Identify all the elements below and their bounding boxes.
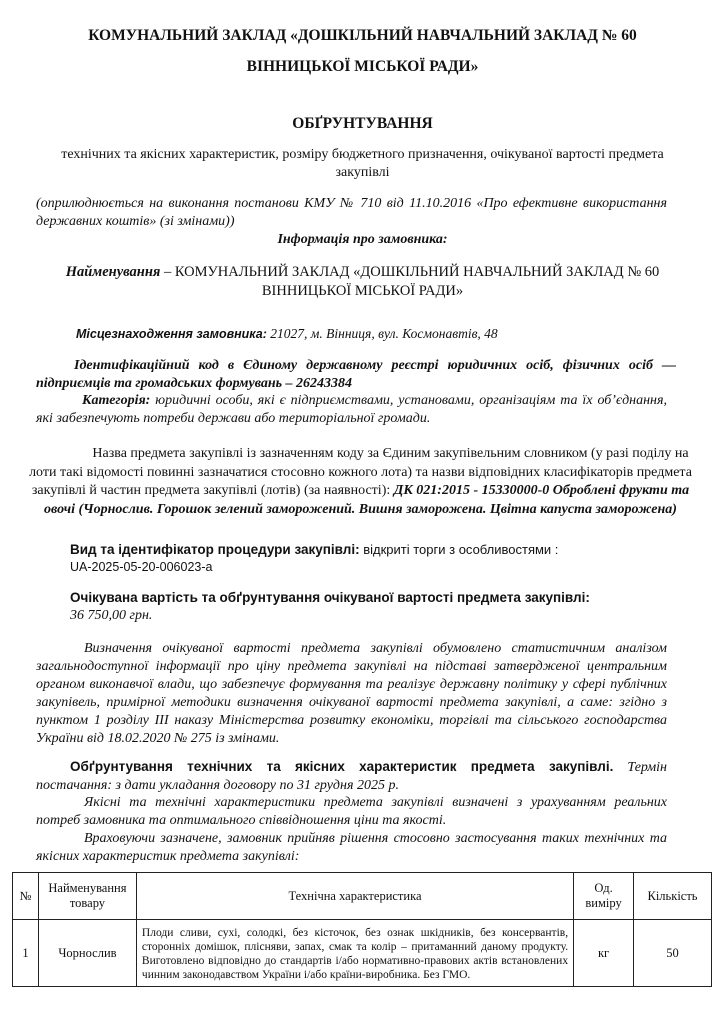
customer-location-value: 21027, м. Вінниця, вул. Космонавтів, 48: [266, 326, 498, 341]
expected-value-heading: Очікувана вартість та обґрунтування очікуваної вартості предмета закупівлі:: [70, 590, 590, 605]
expected-value-justification: Визначення очікуваної вартості предмета закупівлі обумовлено статистичним аналізом загальнодоступної інформації про ціну предмета закупівлі на підставі затвердженої центральним органом виконавчої влади, що забезпечує формування та реалізує державну політику у сфері публічних закупівель, примірної методики визначення очікуваної вартості предмета закупівлі, а саме: згідно з пунктом 1 розділу ІІІ наказу Міністерства розвитку економіки, торгівлі та сільського господарства України від 18.02.2020 № 275 із змінами.: [36, 641, 667, 746]
customer-location-label: Місцезнаходження замовника:: [76, 327, 267, 341]
customer-category-label: Категорія:: [82, 393, 151, 408]
table-row: [13, 920, 712, 987]
cell-spec: Плоди сливи, сухі, солодкі, без кісточок, без ознак шкідників, без консервантів, сторонніх домішок, плісняви, запах, смак та колір – притаманний даному продукту. Виготовлено відповідно до стандартів і/або нормативно-правових актів встановлених чинним законодавством України і/або країни-виробника. Без ГМО.: [136, 920, 573, 987]
cell-number: 1: [13, 920, 39, 987]
tech-justification: [36, 758, 667, 795]
org-name-line1: КОМУНАЛЬНИЙ ЗАКЛАД «ДОШКІЛЬНИЙ НАВЧАЛЬНИЙ ЗАКЛАД № 60: [88, 27, 637, 44]
tech-heading: Обґрунтування технічних та якісних характеристик предмета закупівлі.: [70, 759, 614, 774]
procurement-subject: [28, 445, 693, 519]
procedure-value: відкриті торги з особливостями :: [359, 542, 559, 557]
customer-category: [36, 392, 667, 428]
cell-unit: кг: [574, 920, 634, 987]
tech-para-2: Враховуючи зазначене, замовник прийняв рішення стосовно застосування таких технічних та якісних характеристик предмета закупівлі:: [36, 831, 667, 864]
customer-category-value: юридичні особи, які є підприємствами, установами, організаціям та їх об’єднання, які забезпечують потреби держави або територіальної громади.: [36, 393, 667, 426]
tech-para-1: Якісні та технічні характеристики предмета закупівлі визначені з урахуванням реальних потреб замовника та оптимального співвідношення ціни та якості.: [36, 795, 667, 828]
publication-note: (оприлюднюється на виконання постанови КМУ № 710 від 11.10.2016 «Про ефективне використання державних коштів» (зі змінами)): [36, 196, 667, 229]
document-subtitle: технічних та якісних характеристик, розміру бюджетного призначення, очікуваної вартості предмета закупівлі: [61, 147, 664, 180]
col-header-number: №: [13, 873, 39, 920]
customer-name-value: – КОМУНАЛЬНИЙ ЗАКЛАД «ДОШКІЛЬНИЙ НАВЧАЛЬНИЙ ЗАКЛАД № 60 ВІННИЦЬКОЇ МІСЬКОЇ РАДИ»: [160, 264, 660, 299]
customer-edrpou: Ідентифікаційний код в Єдиному державному реєстрі юридичних осіб, фізичних осіб — підприємців та громадських формувань – 26243384: [36, 358, 676, 391]
col-header-qty: Кількість: [634, 873, 712, 920]
procedure-id: UA-2025-05-20-006023-a: [70, 560, 213, 574]
spec-table: [12, 872, 712, 987]
expected-value-amount: 36 750,00 грн.: [70, 608, 153, 623]
procurement-subject-value: ДК 021:2015 - 15330000-0 Оброблені фрукти та овочі (Чорнослив. Горошок зелений заморожений. Вишня заморожена. Цвітна капуста заморожена): [44, 483, 690, 517]
tech-term: Термін постачання: з дати укладання договору по 31 грудня 2025 р.: [36, 760, 667, 793]
customer-name-label: Найменування: [65, 264, 161, 280]
cell-name: Чорнослив: [38, 920, 136, 987]
customer-info-heading: Інформація про замовника:: [277, 232, 448, 247]
procedure: [70, 542, 670, 559]
customer-location: [76, 326, 676, 342]
procedure-label: Вид та ідентифікатор процедури закупівлі:: [70, 542, 360, 557]
customer-name: [40, 263, 685, 301]
procurement-subject-text: Назва предмета закупівлі із зазначенням коду за Єдиним закупівельним словником (у разі поділу на лоти такі відомості повинні зазначатися стосовно кожного лота) та назви відповідних класифікаторів предмета закупівлі й частин предмета закупівлі (лотів) (за наявності):: [29, 446, 692, 498]
table-header-row: [13, 873, 712, 920]
document-title: ОБҐРУНТУВАННЯ: [292, 115, 433, 132]
col-header-spec: Технічна характеристика: [136, 873, 573, 920]
cell-qty: 50: [634, 920, 712, 987]
org-name-line2: ВІННИЦЬКОЇ МІСЬКОЇ РАДИ»: [246, 58, 479, 75]
col-header-unit: Од. виміру: [574, 873, 634, 920]
col-header-name: Найменування товару: [38, 873, 136, 920]
